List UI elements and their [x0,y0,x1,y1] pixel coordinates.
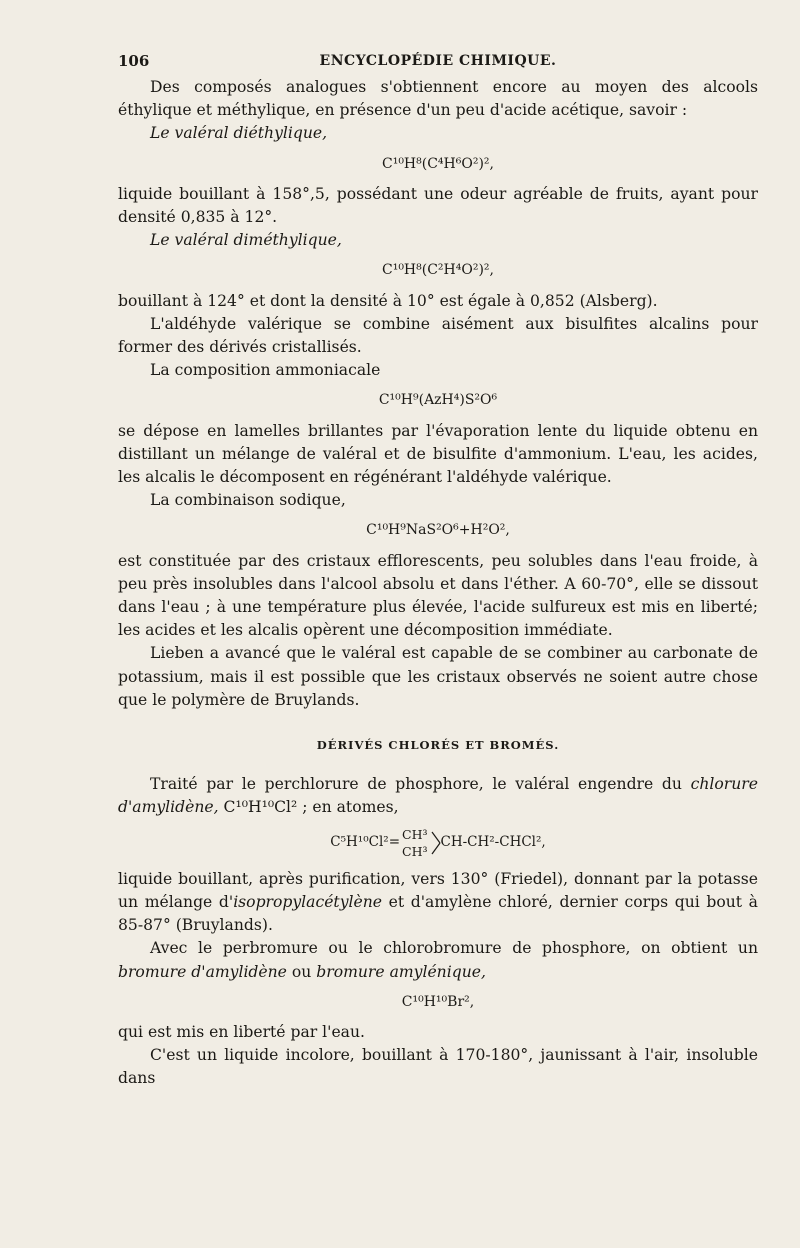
paragraph [118,937,758,983]
compound-name: Le valéral diméthylique, [150,231,342,250]
formula-right: CH-CH²-CHCl², [440,834,546,851]
compound-name: isopropylacétylène [233,892,382,911]
page-header [118,52,758,72]
compound-name: bromure d'amylidène [118,962,287,981]
paragraph: Des composés analogues s'obtiennent encore au moyen des alcools éthylique et méthylique, en présence d'un peu d'acide acétique, savoir : [118,78,758,120]
section-title: DÉRIVÉS CHLORÉS ET BROMÉS. [316,738,560,753]
page-number: 106 [118,52,150,70]
text-run: Traité par le perchlorure de phosphore, le valéral engendre du [150,775,691,794]
compound-name: Le valéral diéthylique, [150,124,328,143]
paragraph: C'est un liquide incolore, bouillant à 170-180°, jaunissant à l'air, insoluble dans [118,1046,758,1088]
paragraph: qui est mis en liberté par l'eau. [118,1022,365,1041]
paragraph: bouillant à 124° et dont la densité à 10° est égale à 0,852 (Alsberg). [118,291,658,310]
paragraph [118,868,758,938]
chemical-formula: C¹⁰H⁸(C⁴H⁶O²)², [382,155,494,172]
structural-formula [118,826,758,860]
paragraph: est constituée par des cristaux efflorescents, peu solubles dans l'eau froide, à peu près insolubles dans l'alcool absolu et dans l'éther. A 60-70°, elle se dissout dans l'eau ; à une température plus élevée, l'acide sulfureux est mis en liberté; les acides et les alcalis opèrent une décomposition immédiate. [118,551,758,640]
chemical-formula: C¹⁰H¹⁰Br², [401,993,475,1010]
formula-top: CH³ [402,826,428,842]
text-run: C¹⁰H¹⁰Cl² ; en atomes, [218,798,399,817]
text-run: et d'amylène chloré, dernier corps qui bout à 85-87° (Bruylands). [118,892,758,935]
paragraph: La combinaison sodique, [150,491,346,510]
compound-name: bromure amylénique, [316,962,486,981]
branch-bond-icon [431,826,441,860]
chemical-formula: C¹⁰H⁹NaS²O⁶+H²O², [366,522,510,539]
compound-name: chlorure d'amylidène, [118,775,758,817]
running-title: ENCYCLOPÉDIE CHIMIQUE. [319,53,557,69]
methyl-group-stack [402,826,427,860]
chemical-formula: C¹⁰H⁸(C²H⁴O²)², [382,262,494,279]
chemical-formula: C¹⁰H⁹(AzH⁴)S²O⁶ [378,392,498,409]
formula-bottom: CH³ [402,843,428,859]
formula-left: C⁵H¹⁰Cl²= [330,834,401,851]
paragraph [118,773,758,819]
paragraph [118,229,758,252]
paragraph: Lieben a avancé que le valéral est capable de se combiner au carbonate de potassium, mais il est possible que les cristaux observés ne soient autre chose que le polymère de Bruylands. [118,644,758,709]
text-run: liquide bouillant, après purification, vers 130° (Friedel), donnant par la potasse un mélange d' [118,869,758,911]
text-run: Avec le perbromure ou le chlorobromure de phosphore, on obtient un [150,939,758,958]
text-run: ou [286,962,317,981]
paragraph [118,122,758,145]
paragraph: se dépose en lamelles brillantes par l'évaporation lente du liquide obtenu en distillant un mélange de valéral et de bisulfite d'ammonium. L'eau, les acides, les alcalis le décomposent en régénérant l'aldéhyde valérique. [118,421,758,487]
paragraph: La composition ammoniacale [150,361,381,380]
paragraph: liquide bouillant à 158°,5, possédant une odeur agréable de fruits, ayant pour densité 0,835 à 12°. [118,184,758,227]
paragraph: L'aldéhyde valérique se combine aisément aux bisulfites alcalins pour former des dérivés cristallisés. [118,314,758,357]
page-body [118,76,758,1091]
